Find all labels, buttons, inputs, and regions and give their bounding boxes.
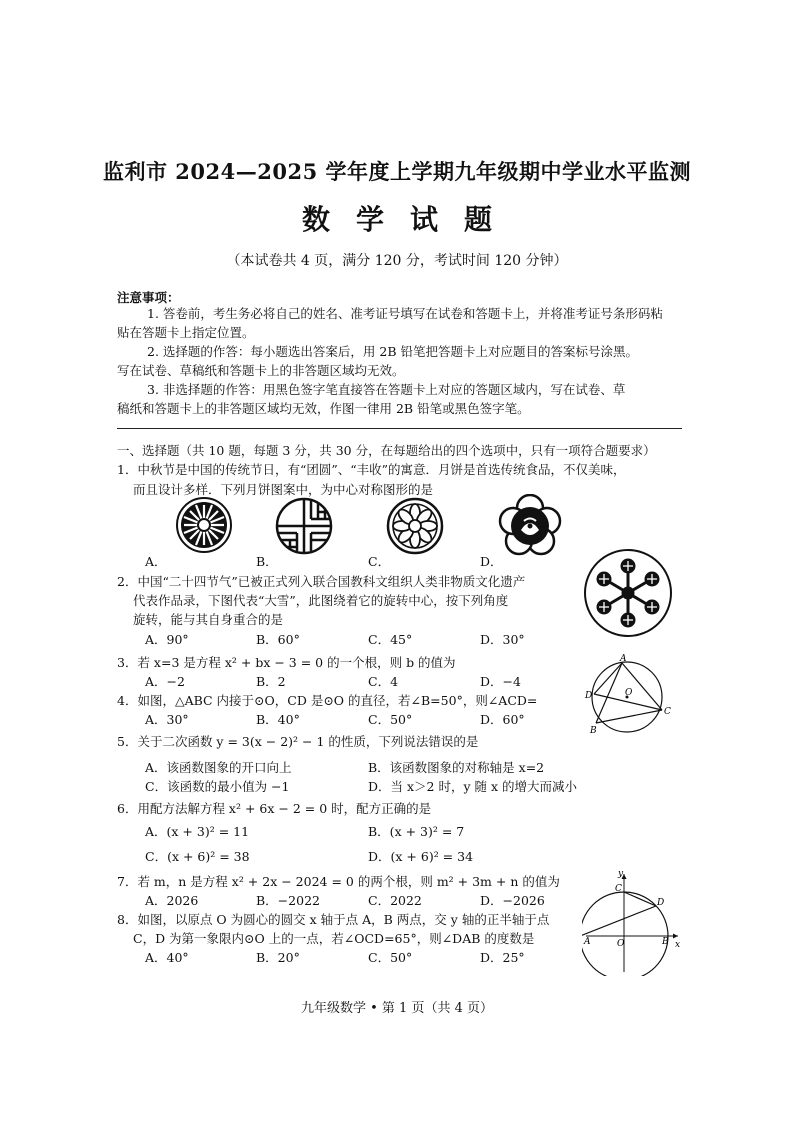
q5-option-d[interactable]: D．当 x＞2 时，y 随 x 的增大而减小	[368, 779, 578, 794]
note-line: 写在试卷、草稿纸和答题卡上的非答题区域均无效。	[117, 363, 405, 378]
q2-option-d[interactable]: D．30°	[480, 632, 525, 647]
q8-text: 8．如图，以原点 O 为圆心的圆交 x 轴于点 A，B 两点，交 y 轴的正半轴于点	[117, 912, 550, 927]
q6-option-d[interactable]: D．(x + 6)² = 34	[368, 849, 474, 864]
note-line: 1. 答卷前，考生务必将自己的姓名、准考证号填写在试卷和答题卡上，并将准考证号条形码粘	[147, 306, 663, 321]
q2-text: 旋转，能与其自身重合的是	[133, 612, 284, 627]
exam-title: 监利市 2024—2025 学年度上学期九年级期中学业水平监测	[102, 159, 691, 184]
label-d: D	[585, 691, 593, 701]
label-b: B	[590, 726, 597, 736]
q7-option-a[interactable]: A．2026	[145, 893, 199, 908]
q2-option-a[interactable]: A．90°	[145, 632, 189, 647]
label-c: C	[664, 707, 671, 717]
label-a: A	[584, 937, 591, 947]
q4-option-c[interactable]: C．50°	[368, 712, 413, 727]
note-line: 2. 选择题的作答：每小题选出答案后，用 2B 铅笔把答题卡上对应题目的答案标号涂黑。	[147, 344, 638, 359]
q2-text: 代表作品录，下图代表“大雪”，此图绕着它的旋转中心，按下列角度	[133, 593, 509, 608]
label-c: C	[615, 884, 622, 894]
note-line: 3. 非选择题的作答：用黑色签字笔直接答在答题卡上对应的答题区域内，写在试卷、草	[147, 382, 626, 397]
label-d: D	[657, 898, 665, 908]
q4-text: 4．如图，△ABC 内接于⊙O，CD 是⊙O 的直径，若∠B=50°，则∠ACD=	[117, 693, 538, 708]
q8-option-a[interactable]: A．40°	[145, 950, 189, 965]
mooncake-c-figure	[385, 497, 445, 555]
label-o: O	[617, 939, 625, 949]
q1-option-a[interactable]: A．	[145, 554, 167, 569]
mooncake-d-figure	[498, 494, 562, 558]
q3-option-a[interactable]: A．−2	[145, 674, 185, 689]
q8-text: C，D 为第一象限内⊙O 上的一点，若∠OCD=65°，则∠DAB 的度数是	[133, 931, 535, 946]
q8-option-c[interactable]: C．50°	[368, 950, 413, 965]
note-line: 稿纸和答题卡上的非答题区域均无效，作图一律用 2B 铅笔或黑色签字笔。	[117, 401, 530, 416]
q6-option-c[interactable]: C．(x + 6)² = 38	[145, 849, 250, 864]
subject-title: 数学试题	[301, 203, 518, 236]
q4-option-b[interactable]: B．40°	[256, 712, 300, 727]
q1-option-b[interactable]: B．	[256, 554, 278, 569]
q3-option-b[interactable]: B．2	[256, 674, 286, 689]
q4-circle-figure	[584, 652, 676, 738]
label-a: A	[620, 654, 627, 664]
q1-option-d[interactable]: D．	[480, 554, 503, 569]
label-y: y	[618, 869, 624, 879]
q5-option-a[interactable]: A．该函数图象的开口向上	[145, 760, 292, 775]
label-b: B	[662, 937, 669, 947]
section-heading: 一、选择题（共 10 题，每题 3 分，共 30 分，在每题给出的四个选项中，只有一项符合题要求）	[117, 443, 656, 458]
divider	[117, 428, 682, 429]
mooncake-b-figure	[275, 497, 333, 555]
q7-option-d[interactable]: D．−2026	[480, 893, 545, 908]
q1-option-c[interactable]: C．	[368, 554, 391, 569]
q1-text: 而且设计多样．下列月饼图案中，为中心对称图形的是	[133, 482, 434, 497]
snowflake-figure	[582, 548, 674, 638]
q5-option-c[interactable]: C．该函数的最小值为 −1	[145, 779, 290, 794]
q7-option-b[interactable]: B．−2022	[256, 893, 320, 908]
label-x: x	[675, 940, 681, 950]
q5-text: 5．关于二次函数 y = 3(x − 2)² − 1 的性质，下列说法错误的是	[117, 734, 479, 749]
q8-option-d[interactable]: D．25°	[480, 950, 525, 965]
q6-text: 6．用配方法解方程 x² + 6x − 2 = 0 时，配方正确的是	[117, 801, 432, 816]
q4-option-d[interactable]: D．60°	[480, 712, 525, 727]
q7-text: 7．若 m，n 是方程 x² + 2x − 2024 = 0 的两个根，则 m² + 3m + n 的值为	[117, 874, 560, 889]
q1-text: 1．中秋节是中国的传统节日，有“团圆”、“丰收”的寓意．月饼是首选传统食品，不仅美味，	[117, 462, 626, 477]
note-line: 贴在答题卡上指定位置。	[117, 325, 255, 340]
q8-option-b[interactable]: B．20°	[256, 950, 300, 965]
exam-info: （本试卷共 4 页，满分 120 分，考试时间 120 分钟）	[226, 253, 568, 269]
q5-option-b[interactable]: B．该函数图象的对称轴是 x=2	[368, 760, 545, 775]
notes-heading: 注意事项：	[117, 290, 180, 305]
page-footer: 九年级数学 • 第 1 页（共 4 页）	[300, 1001, 493, 1016]
q3-text: 3．若 x=3 是方程 x² + bx − 3 = 0 的一个根，则 b 的值为	[117, 655, 456, 670]
q3-option-c[interactable]: C．4	[368, 674, 399, 689]
q3-option-d[interactable]: D．−4	[480, 674, 521, 689]
q8-circle-figure	[582, 868, 682, 976]
q7-option-c[interactable]: C．2022	[368, 893, 422, 908]
q6-option-a[interactable]: A．(x + 3)² = 11	[145, 824, 250, 839]
mooncake-a-figure	[170, 497, 238, 553]
q2-option-b[interactable]: B．60°	[256, 632, 300, 647]
q4-option-a[interactable]: A．30°	[145, 712, 189, 727]
q6-option-b[interactable]: B．(x + 3)² = 7	[368, 824, 465, 839]
q2-text: 2．中国“二十四节气”已被正式列入联合国教科文组织人类非物质文化遗产	[117, 574, 526, 589]
label-o: O	[625, 688, 633, 698]
q2-option-c[interactable]: C．45°	[368, 632, 413, 647]
